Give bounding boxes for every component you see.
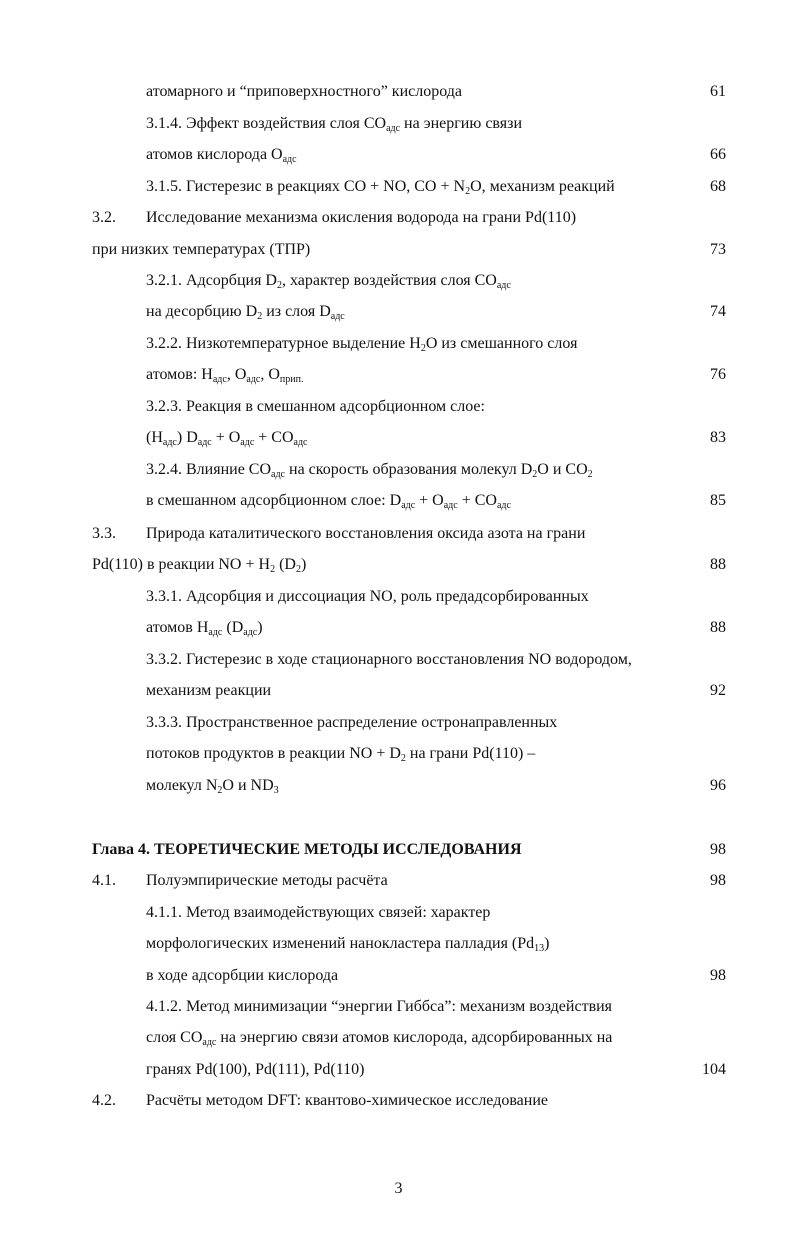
toc-page-number: 74 [710, 303, 726, 320]
toc-page-number: 88 [710, 619, 726, 636]
toc-page-number: 88 [710, 556, 726, 573]
toc-entry-text[interactable]: атомов кислорода $O_{адс}$ [146, 146, 297, 165]
toc-page-number: 98 [710, 872, 726, 889]
toc-entry-text[interactable]: $(H_{адс}) D_{адс} + O_{адс} + CO_{адс}$ [146, 429, 308, 448]
toc-entry-text[interactable]: в ходе адсорбции кислорода [146, 967, 339, 984]
toc-entry-text[interactable]: 3.3.1. Адсорбция и диссоциация NO, роль предадсорбированных [146, 588, 589, 605]
toc-entry-text[interactable]: Расчёты методом DFT: квантово-химическое исследование [146, 1092, 548, 1109]
toc-page-number: 98 [710, 841, 726, 858]
toc-entry-text[interactable]: 3.2.3. Реакция в смешанном адсорбционном слое: [146, 398, 485, 415]
toc-page-number: 73 [710, 241, 726, 258]
toc-entry-text[interactable]: слоя $CO_{адс}$ на энергию связи атомов кислорода, адсорбированных на [146, 1029, 613, 1048]
toc-page-number: 83 [710, 429, 726, 446]
toc-entry-text[interactable]: в смешанном адсорбционном слое: $D_{адс} + O_{адс} + CO_{адс}$ [146, 492, 511, 511]
toc-entry-text[interactable]: Полуэмпирические методы расчёта [146, 872, 388, 889]
toc-page-number: 66 [710, 146, 726, 163]
toc-page-number: 68 [710, 178, 726, 195]
toc-entry-text[interactable]: гранях Pd(100), Pd(111), Pd(110) [146, 1061, 365, 1078]
toc-entry-text[interactable]: 4.1.2. Метод минимизации “энергии Гиббса”: механизм воздействия [146, 998, 613, 1015]
toc-page-number: 96 [710, 777, 726, 794]
toc-page-number: 76 [710, 366, 726, 383]
toc-entry-text[interactable]: Исследование механизма окисления водорода на грани Pd(110) [146, 209, 577, 226]
toc-entry-text[interactable]: механизм реакции [146, 682, 272, 699]
toc-entry-text[interactable]: Природа каталитического восстановления оксида азота на грани [146, 525, 586, 542]
toc-section-number: 3.3. [92, 525, 116, 542]
toc-section-number: 3.2. [92, 209, 116, 226]
toc-page-number: 85 [710, 492, 726, 509]
toc-entry-text[interactable]: 3.1.4. Эффект воздействия слоя $CO_{адс}$ на энергию связи [146, 115, 523, 134]
toc-entry-text[interactable]: на десорбцию $D_2$ из слоя $D_{адс}$ [146, 303, 345, 322]
toc-section-number: 4.2. [92, 1092, 116, 1109]
toc-entry-text[interactable]: морфологических изменений нанокластера палладия $(Pd_{13})$ [146, 935, 550, 954]
toc-entry-text[interactable]: при низких температурах (ТПР) [92, 241, 311, 258]
toc-entry-text[interactable]: атомов $H_{адс}$ $(D_{адс})$ [146, 619, 263, 638]
toc-entry-text[interactable]: атомарного и “приповерхностного” кислорода [146, 83, 463, 100]
toc-entry-text[interactable]: 3.2.2. Низкотемпературное выделение $H_2O$ из смешанного слоя [146, 335, 578, 354]
toc-entry-text[interactable]: 4.1.1. Метод взаимодействующих связей: характер [146, 904, 491, 921]
toc-page-number: 61 [710, 83, 726, 100]
toc-page-number: 92 [710, 682, 726, 699]
toc-page-number: 98 [710, 967, 726, 984]
toc-entry-text[interactable]: Pd(110) в реакции NO + $H_2$ $(D_2)$ [92, 556, 307, 575]
toc-entry-text[interactable]: потоков продуктов в реакции NO + $D_2$ на грани Pd(110) – [146, 745, 536, 764]
toc-page-number: 104 [702, 1061, 726, 1078]
toc-section-number: 4.1. [92, 872, 116, 889]
toc-entry-text[interactable]: атомов: $H_{адс}$, $O_{адс}$, $O_{прип.}$ [146, 366, 304, 385]
toc-entry-text[interactable]: 3.1.5. Гистерезис в реакциях CO + NO, CO + $N_2O$, механизм реакций [146, 178, 615, 197]
toc-entry-text[interactable]: Глава 4. ТЕОРЕТИЧЕСКИЕ МЕТОДЫ ИССЛЕДОВАНИЯ [92, 841, 522, 858]
toc-entry-text[interactable]: 3.3.2. Гистерезис в ходе стационарного восстановления NO водородом, [146, 651, 632, 668]
toc-entry-text[interactable]: 3.3.3. Пространственное распределение остронаправленных [146, 714, 558, 731]
toc-entry-text[interactable]: молекул $N_2O$ и $ND_3$ [146, 777, 279, 796]
toc-entry-text[interactable]: 3.2.1. Адсорбция $D_2$, характер воздействия слоя $CO_{адс}$ [146, 272, 511, 291]
toc-entry-text[interactable]: 3.2.4. Влияние $CO_{адс}$ на скорость образования молекул $D_2O$ и $CO_2$ [146, 461, 593, 480]
page-number: 3 [394, 1180, 403, 1197]
